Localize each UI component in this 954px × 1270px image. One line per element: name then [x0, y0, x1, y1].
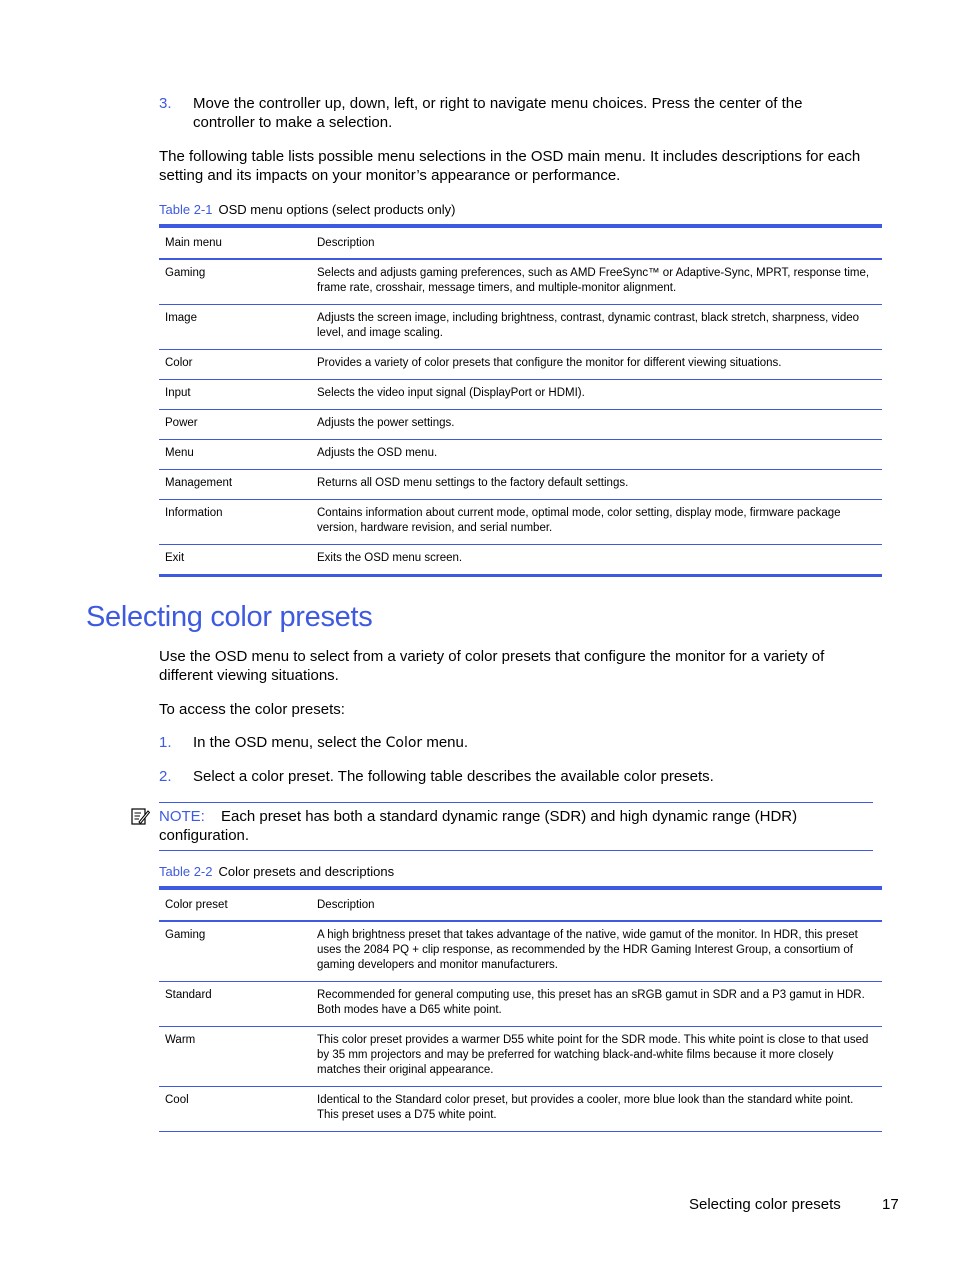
table-row	[159, 380, 882, 410]
desc-cell: A high brightness preset that takes advantage of the native, wide gamut of the monitor. In HDR, this preset uses the 2084 PQ + clip response, as recommended by the HDR Gaming Interest Group, a consortium of gaming developers and monitor manufacturers.	[317, 929, 858, 971]
access-paragraph: To access the color presets:	[159, 701, 345, 718]
menu-cell: Color	[165, 357, 193, 369]
section-paragraph: Use the OSD menu to select from a variety of color presets that configure the monitor for a variety of different viewing situations.	[159, 648, 825, 684]
note-icon	[130, 806, 150, 826]
table-row	[159, 440, 882, 470]
footer-section-title: Selecting color presets	[689, 1196, 841, 1213]
table1-label: Table 2-1	[159, 202, 213, 217]
table2-label: Table 2-2	[159, 864, 213, 879]
note-text: Each preset has both a standard dynamic range (SDR) and high dynamic range (HDR) configuration.	[159, 808, 798, 844]
menu-cell: Image	[165, 312, 197, 324]
desc-cell: Recommended for general computing use, this preset has an sRGB gamut in SDR and a P3 gamut in HDR. Both modes have a D65 white point.	[317, 989, 865, 1016]
table-row	[159, 350, 882, 380]
desc-cell: Contains information about current mode, optimal mode, color setting, display mode, firmware package version, hardware revision, and serial number.	[317, 507, 841, 534]
desc-cell: Adjusts the OSD menu.	[317, 447, 438, 459]
table-row	[159, 500, 882, 545]
table-row	[159, 982, 882, 1027]
color-presets-table	[159, 886, 882, 1132]
section-heading: Selecting color presets	[86, 601, 373, 633]
step-number: 3.	[159, 95, 172, 112]
step-text: Move the controller up, down, left, or right to navigate menu choices. Press the center of the controller to make a selection.	[193, 95, 803, 131]
page-number: 17	[882, 1196, 899, 1213]
desc-cell: Returns all OSD menu settings to the factory default settings.	[317, 477, 629, 489]
table-row	[159, 1027, 882, 1087]
note-box	[159, 802, 873, 851]
menu-cell: Management	[165, 477, 233, 489]
step-text	[193, 733, 859, 753]
table-row	[159, 410, 882, 440]
header-main-menu: Main menu	[165, 236, 222, 249]
menu-cell: Gaming	[165, 267, 206, 279]
table-row	[159, 545, 882, 576]
desc-cell: Adjusts the screen image, including brightness, contrast, dynamic contrast, black stretch, sharpness, video level, and image scaling.	[317, 312, 860, 339]
table-header-row	[159, 226, 882, 259]
menu-cell: Power	[165, 417, 198, 429]
menu-cell: Information	[165, 507, 223, 519]
color-menu-label: Color	[385, 735, 423, 751]
menu-cell: Menu	[165, 447, 194, 459]
step-text-after: menu.	[422, 734, 469, 751]
table2-caption	[159, 864, 394, 880]
step-1	[159, 733, 859, 753]
desc-cell: Selects the video input signal (DisplayPort or HDMI).	[317, 387, 585, 399]
header-description: Description	[317, 236, 375, 249]
desc-cell: Exits the OSD menu screen.	[317, 552, 463, 564]
desc-cell: Provides a variety of color presets that configure the monitor for different viewing situations.	[317, 357, 782, 369]
preset-cell: Gaming	[165, 929, 206, 941]
table-row	[159, 921, 882, 982]
header-color-preset: Color preset	[165, 898, 228, 911]
note-label: NOTE:	[159, 808, 205, 825]
step-text: Select a color preset. The following table describes the available color presets.	[193, 768, 714, 785]
table-row	[159, 305, 882, 350]
osd-menu-table	[159, 224, 882, 577]
step-text-before: In the OSD menu, select the	[193, 734, 386, 751]
preset-cell: Standard	[165, 989, 212, 1001]
menu-cell: Input	[165, 387, 191, 399]
desc-cell: Adjusts the power settings.	[317, 417, 455, 429]
table-row	[159, 1087, 882, 1132]
intro-paragraph: The following table lists possible menu selections in the OSD main menu. It includes descriptions for each setting and its impacts on your monitor’s appearance or performance.	[159, 148, 861, 184]
desc-cell: This color preset provides a warmer D55 white point for the SDR mode. This white point is close to that used by 35 mm projectors and may be preferred for watching black-and-white films because it more closely matches their original appearance.	[317, 1034, 869, 1076]
table-row	[159, 470, 882, 500]
step-3	[159, 94, 859, 132]
step-number: 2.	[159, 768, 172, 785]
desc-cell: Identical to the Standard color preset, but provides a cooler, more blue look than the standard white point. This preset uses a D75 white point.	[317, 1094, 854, 1121]
table2-title: Color presets and descriptions	[218, 864, 395, 879]
preset-cell: Warm	[165, 1034, 196, 1046]
preset-cell: Cool	[165, 1094, 189, 1106]
step-number: 1.	[159, 734, 172, 751]
step-2	[159, 767, 859, 786]
desc-cell: Selects and adjusts gaming preferences, such as AMD FreeSync™ or Adaptive-Sync, MPRT, response time, frame rate, crosshair, message timers, and multiple-monitor alignment.	[317, 267, 870, 294]
menu-cell: Exit	[165, 552, 185, 564]
table1-caption	[159, 202, 455, 218]
header-description: Description	[317, 898, 375, 911]
table1-title: OSD menu options (select products only)	[218, 202, 456, 217]
table-row	[159, 259, 882, 305]
table-header-row	[159, 888, 882, 921]
